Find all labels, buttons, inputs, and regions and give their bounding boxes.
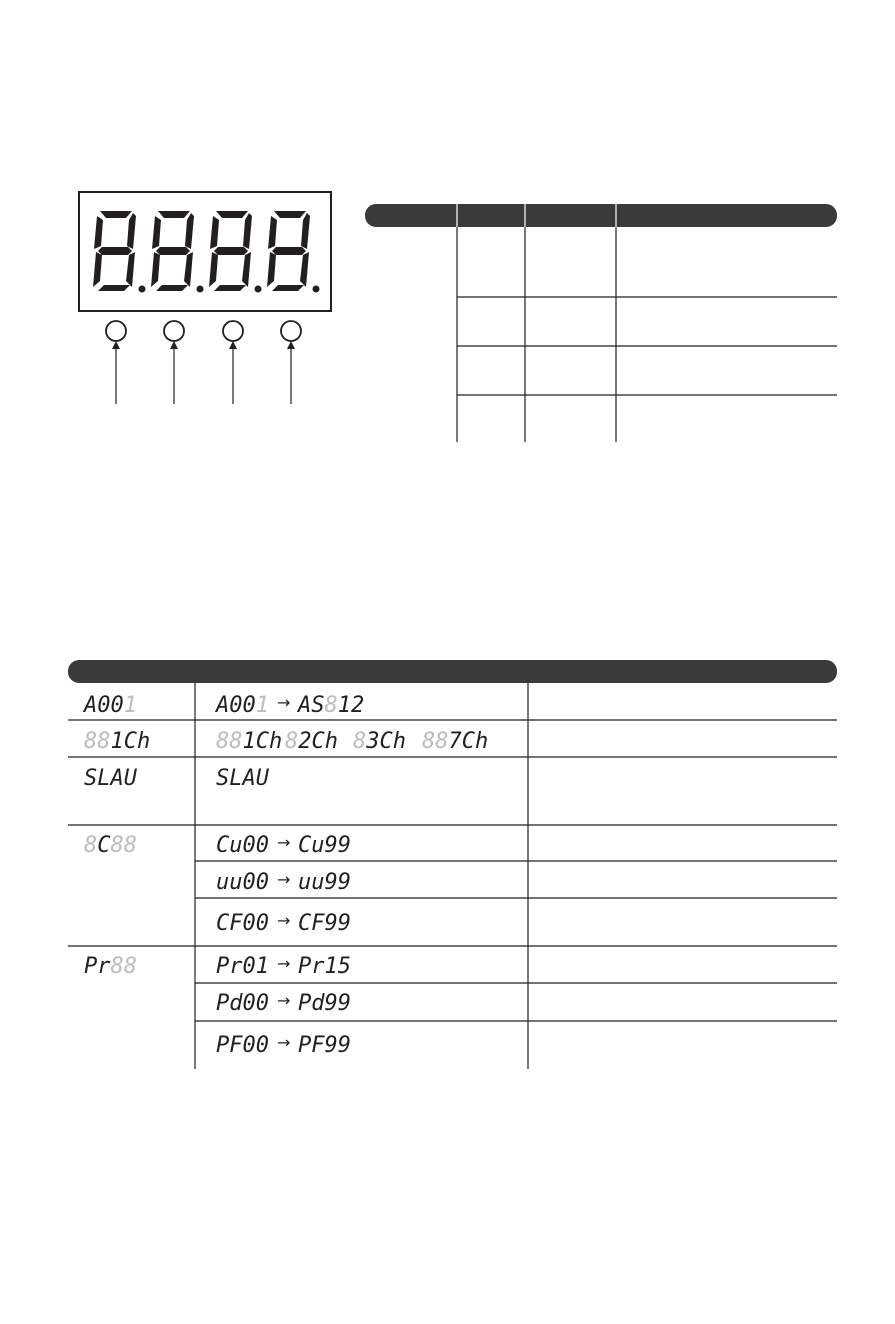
chain-1ch: 881Ch [216, 729, 283, 754]
buttons-table-header [365, 204, 837, 227]
digit-2 [151, 211, 204, 293]
menu-table-header [68, 660, 837, 683]
range-cf00: CF00 [216, 911, 269, 936]
menu-code-a001: A001 [84, 693, 137, 718]
arrow-icon: → [277, 833, 291, 852]
buttons-table [365, 204, 837, 442]
menu-table [68, 660, 837, 1069]
range-pf00: PF00 [216, 1033, 269, 1058]
menu-code-slau: SLAU [84, 766, 137, 791]
button-2[interactable] [164, 321, 184, 404]
menu-code-pr: Pr88 [84, 954, 137, 979]
range-cu99: Cu99 [298, 833, 351, 858]
menu-code-ch: 881Ch [84, 729, 151, 754]
range-cu00: Cu00 [216, 833, 269, 858]
chain-7ch: 887Ch [422, 729, 489, 754]
led-display-panel [79, 192, 331, 311]
button-1[interactable] [106, 321, 126, 404]
arrow-icon: → [277, 911, 291, 930]
digit-3 [209, 211, 262, 293]
arrow-icon: → [277, 693, 291, 712]
arrow-icon: → [277, 870, 291, 889]
range-pf99: PF99 [298, 1033, 351, 1058]
range-uu99: uu99 [298, 870, 351, 895]
button-4[interactable] [281, 321, 301, 404]
button-3[interactable] [223, 321, 243, 404]
range-pd00: Pd00 [216, 991, 269, 1016]
digit-1 [93, 211, 146, 293]
value-slau: SLAU [216, 766, 269, 791]
digit-4 [267, 211, 320, 293]
range-uu00: uu00 [216, 870, 269, 895]
menu-code-c: 8C88 [84, 833, 137, 858]
range-pr15: Pr15 [298, 954, 351, 979]
range-pd99: Pd99 [298, 991, 351, 1016]
chain-3ch: 83Ch [353, 729, 406, 754]
control-buttons [106, 321, 301, 404]
range-pr01: Pr01 [216, 954, 269, 979]
range-cf99: CF99 [298, 911, 351, 936]
arrow-icon: → [277, 954, 291, 973]
chain-2ch: 82Ch [285, 729, 338, 754]
arrow-icon: → [277, 991, 291, 1010]
arrow-icon: → [277, 1033, 291, 1052]
range-a001: A001 [216, 693, 269, 718]
range-as12: AS812 [298, 693, 365, 718]
